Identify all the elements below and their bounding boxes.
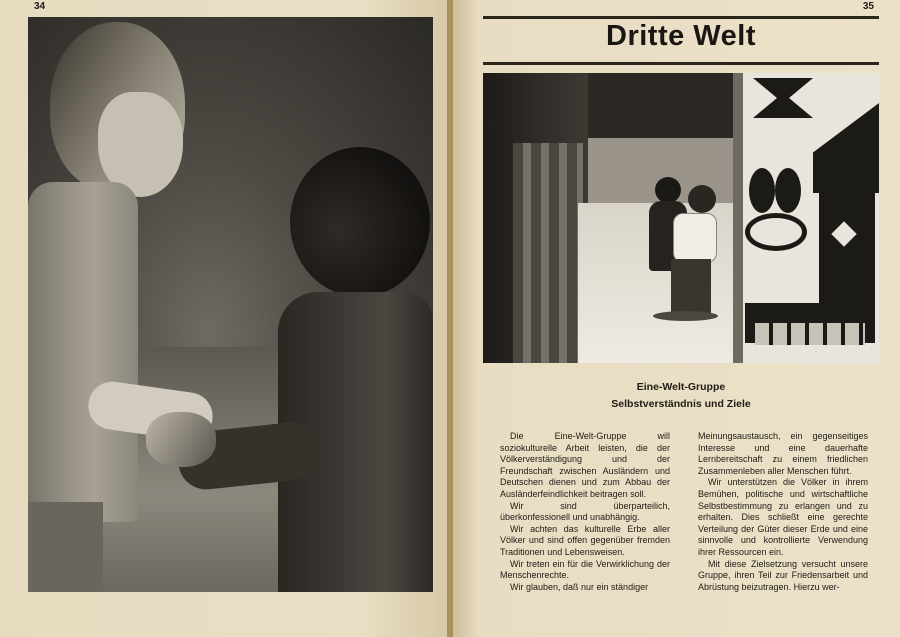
- page-title: Dritte Welt: [606, 20, 756, 52]
- paragraph: Wir treten ein für die Verwirklichung der Menschenrechte.: [500, 558, 670, 581]
- title-rule-top: [483, 16, 879, 19]
- section-heading-line2: Selbstverständnis und Ziele: [611, 398, 751, 410]
- text-column-2: [698, 431, 868, 593]
- children-wall-photo: [483, 73, 879, 363]
- paragraph: Die Eine-Welt-Gruppe will soziokulturelle Arbeit leisten, die der Völkerverständigung und der Freundschaft zwischen Ausländern und Deutschen dienen und zum Abbau der Ausländerfeindlichkeit beitragen soll.: [500, 431, 670, 499]
- paragraph: Wir glauben, daß nur ein ständiger: [510, 581, 649, 592]
- paragraph-continued: Meinungsaustausch, ein gegenseitiges Interesse und eine dauerhafte Lernbereitschaft zu einem friedlichen Zusammenleben aller Menschen führt.: [698, 431, 868, 476]
- text-column-1: [500, 431, 670, 593]
- page-number-right: 35: [862, 1, 874, 12]
- handshake-photo: [28, 17, 433, 592]
- paragraph: Wir unterstützen die Völker in ihrem Bemühen, politische und wirtschaftliche Selbstbestimmung zu erlangen und zu erhalten. Dies schließt eine gerechte Verteilung der Güter dieser Erde und eine sinnvolle und kontrollierte Verwendung ihrer Ressourcen ein.: [698, 477, 868, 557]
- paragraph: Mit diese Zielsetzung versucht unsere Gruppe, ihren Teil zur Friedensarbeit und Abrüstung beizutragen. Hierzu wer-: [698, 558, 868, 592]
- paragraph: Wir achten das kulturelle Erbe aller Völker und sind offen gegenüber fremden Traditionen und Lebensweisen.: [500, 523, 670, 557]
- paragraph: Wir sind überparteilich, überkonfessionell und unabhängig.: [500, 500, 670, 523]
- page-number-left: 34: [34, 1, 46, 12]
- section-heading-line1: Eine-Welt-Gruppe: [636, 381, 726, 393]
- title-rule-bottom: [483, 62, 879, 65]
